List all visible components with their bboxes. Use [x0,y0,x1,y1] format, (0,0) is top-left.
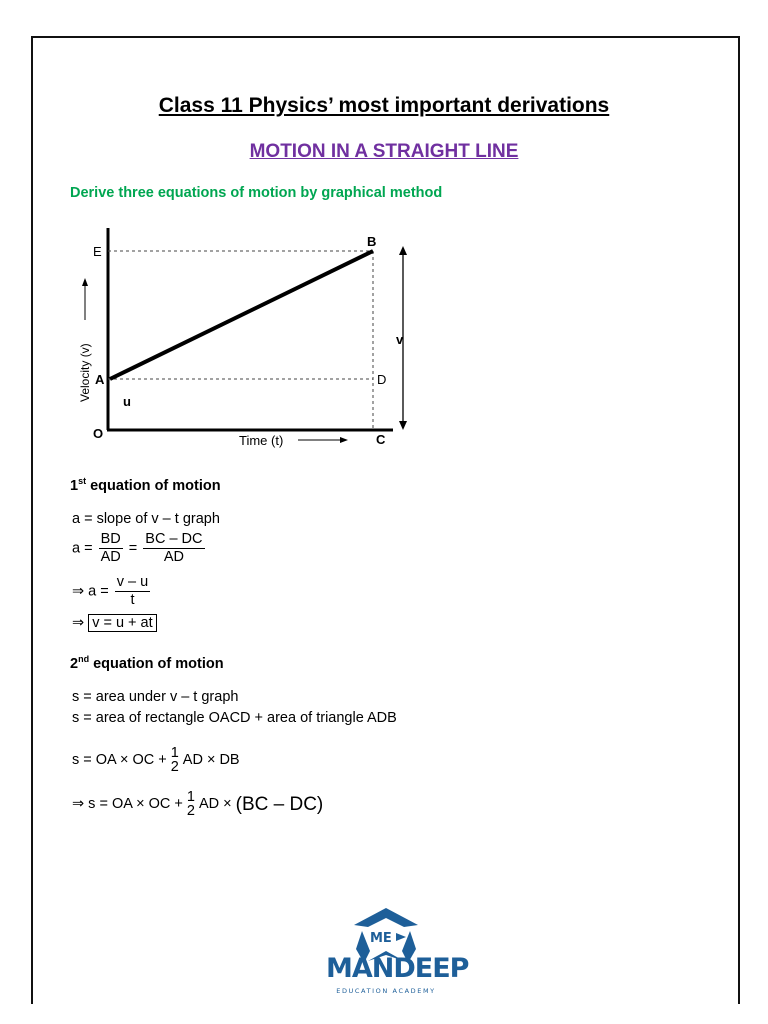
eq-text: (BC – DC) [235,793,324,815]
chapter-title: MOTION IN A STRAIGHT LINE [249,141,519,162]
eq-text: = [128,540,138,557]
eq1-line2 [72,531,207,566]
y-axis-label: Velocity (v) [78,343,92,402]
question-text: Derive three equations of motion by graphical method [70,185,443,201]
eq-text: ⇒ s = OA × OC + [72,795,183,812]
point-o-label: O [93,426,104,441]
u-label: u [123,394,131,409]
fraction: $\frac{BC - DC}{AD}$ [145,531,203,565]
eq-text: AD × [198,795,232,812]
eq2-line1: s = area under v – t graph [72,689,239,705]
x-axis-label: Time (t) [239,433,284,448]
logo-tagline: EDUCATION ACADEMY [336,987,436,995]
eq-text: ⇒ a = [72,583,109,600]
heading-text: equation of motion [89,655,224,672]
eq-text: s = OA × OC + [72,751,167,768]
fraction: 1 2 [186,789,195,819]
eq1-line4 [72,615,157,631]
heading-ordinal: nd [78,654,90,664]
heading-ordinal: st [78,476,87,486]
fraction: $\frac{BD}{AD}$ [100,531,121,565]
page-title: Class 11 Physics’ most important derivations [158,94,610,117]
point-d-label: D [377,372,387,387]
eq-text: AD × DB [182,751,240,768]
fraction: $\frac{v - u}{t}$ [116,574,149,608]
point-c-label: C [376,432,386,447]
heading-number: 2 [70,655,79,672]
eq-text: a = [72,540,93,557]
first-equation-heading [70,476,221,494]
point-b-label: B [367,234,377,249]
point-e-label: E [93,244,102,259]
heading-text: equation of motion [86,477,221,494]
eq1-line1: a = slope of v – t graph [72,511,220,527]
logo-initials: ME [370,931,392,946]
second-equation-heading [70,654,224,672]
eq2-line4 [72,790,323,818]
eq2-line2: s = area of rectangle OACD + area of triangle ADB [72,710,397,726]
fraction: 1 2 [170,745,179,775]
eq-text: ⇒ [72,615,85,631]
heading-number: 1 [70,477,79,494]
boxed-result: v = u + at [88,614,156,632]
eq1-line3 [72,574,152,609]
velocity-time-graph [63,218,428,458]
eq2-line3 [72,746,240,774]
point-a-label: A [95,372,105,387]
v-label: v [396,332,404,347]
logo-name: MANDEEP [326,953,469,984]
